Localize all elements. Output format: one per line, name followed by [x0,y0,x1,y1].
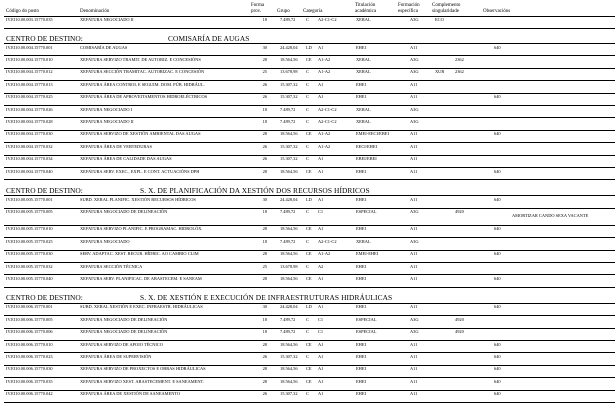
cell-grupo: 7.489,72 [280,329,296,335]
cell-observacions: 640 [494,94,501,100]
cell-category-group: A1 [318,378,324,384]
cell-complemento-value: 4920 [455,329,464,335]
table-row [0,56,615,67]
cell-observacions: 640 [494,226,501,232]
cell-formacion: A11 [410,366,418,372]
cell-category-group: A1 [318,391,324,397]
table-row [0,93,615,104]
table-row [0,316,615,327]
cell-observacions: 640 [494,275,501,281]
cell-titulacion: EECI/EHEI [356,143,377,149]
cell-formacion: A11 [410,196,418,202]
cell-category-group: A1 [318,304,324,310]
cell-name: SERV. ADAPTAC. XEST. RECUR. HÍDRIC. AO CAMBIO CLIM [80,251,199,257]
cell-titulacion: EHE1 [356,94,367,100]
cell-grupo: 18.564,56 [280,251,298,257]
table-row [0,81,615,92]
cell-formacion: A3G [410,17,419,22]
cell-category: CE [306,131,312,137]
cell-observacions: AMORTIZAR CANDO SEXA VACANTE [512,213,589,219]
cell-formacion: A11 [410,143,418,149]
cell-formacion: A11 [410,81,418,87]
cell-grupo: 18.564,56 [280,275,298,281]
header-titulacion-2: académica [355,9,377,14]
cell-formacion: A11 [410,156,418,162]
cell-name: XEFATURA NEGOCIADO [80,238,130,244]
cell-code: IV.EI10.00.004.15770.013 [6,81,53,87]
cell-formacion: A11 [410,304,418,310]
cell-name: XEFATURA NEGOCIADO DE DELINEACIÓN [80,209,168,215]
cell-titulacion: EBEI/EBEI [356,156,377,162]
cell-code: IV.EI10.00.004.15770.040 [6,168,53,174]
cell-titulacion: XERAL [356,17,371,22]
cell-titulacion: EMEI-EHEI [356,251,379,257]
section-label: CENTRO DE DESTINO: [6,293,83,303]
section-header [0,291,615,303]
cell-forma: 28 [262,226,267,232]
cell-category-group: A1-A2 [318,131,331,137]
cell-titulacion: ESPECIAL [356,316,377,322]
row-divider [4,402,615,403]
cell-forma: 28 [262,251,267,257]
section-label: CENTRO DE DESTINO: [6,33,83,43]
cell-category: C [306,263,309,269]
cell-category: C [306,17,309,22]
cell-category: LD [306,44,312,50]
cell-category: C [306,353,309,359]
cell-name: XEFATURA ÁREA DE SUPERVISIÓN [80,353,152,359]
cell-observacions: 640 [494,168,501,174]
cell-formacion: A3G [410,329,419,335]
cell-code: IV.EI10.00.006.15770.030 [6,366,53,372]
cell-grupo: 15.307,32 [280,156,298,162]
cell-category-group: A2-C1-C2 [318,17,337,22]
cell-observacions: 640 [494,341,501,347]
cell-category-group: A1 [318,366,324,372]
cell-observacions: 640 [494,131,501,137]
table-row [0,378,615,389]
cell-category-group: A1 [318,196,324,202]
header-observacions: Observacións [483,9,511,14]
cell-code: IV.EI10.00.004.15770.032 [6,143,53,149]
cell-code: IV.EI10.00.006.15770.005 [6,316,53,322]
section-title: COMISARÍA DE AUGAS [168,33,250,43]
cell-forma: 18 [262,17,267,22]
cell-complemento: ECO [435,17,444,22]
cell-code: IV.EI10.00.005.15770.005 [6,209,53,215]
cell-category: C [306,316,309,322]
cell-forma: 30 [262,44,267,50]
cell-grupo: 7.489,72 [280,17,296,22]
table-row [0,365,615,376]
cell-forma: 28 [262,378,267,384]
cell-formacion: A3G [410,118,419,124]
cell-category-group: C1 [318,209,324,215]
cell-grupo: 7.489,72 [280,209,296,215]
cell-formacion: A11 [410,353,418,359]
cell-observacions: 640 [494,391,501,397]
cell-titulacion: EHEI [356,353,366,359]
table-row [0,303,615,314]
cell-category: LD [306,304,312,310]
cell-observacions: 640 [494,304,501,310]
cell-code: IV.EI10.00.005.15770.030 [6,251,53,257]
cell-grupo: 7.489,72 [280,106,296,112]
cell-category-group: A1 [318,44,324,50]
cell-observacions: 640 [494,251,501,257]
cell-category-group: A2-C1-C2 [318,106,337,112]
cell-forma: 28 [262,341,267,347]
header-forma-1: Forma [251,3,265,8]
cell-code: IV.EI10.00.003.15770.035 [6,17,53,22]
cell-formacion: A3G [410,209,419,215]
cell-code: IV.EI10.00.006.15770.001 [6,304,53,310]
cell-category: C [306,81,309,87]
cell-formacion: A11 [410,131,418,137]
cell-code: IV.EI10.00.005.15770.001 [6,196,53,202]
cell-forma: 30 [262,196,267,202]
cell-category: CE [306,366,312,372]
cell-grupo: 24.428,04 [280,196,298,202]
cell-name: XEFATURA SERV. EXEC., EXPL. E CONT. ACTUACIÓNS DPH [80,168,200,174]
cell-titulacion: EHEI [356,391,366,397]
table-row [0,155,615,166]
table-row [0,263,615,274]
cell-category: C [306,209,309,215]
cell-grupo: 24.428,04 [280,304,298,310]
header-denominacion: Denominación [80,9,110,14]
cell-name: XEFATURA ÁREA CONTROL E SEGUIM. DOM. PÚB. HIDRÁUL. [80,81,205,87]
cell-titulacion: EHEI [356,378,366,384]
cell-category-group: A1 [318,341,324,347]
table-row [0,143,615,154]
cell-category: C [306,391,309,397]
cell-formacion: A11 [410,275,418,281]
cell-name: XEFATURA SERVIZO DE PROXECTOS E OBRAS HIDRÁULICAS [80,366,206,372]
cell-name: XEFATURA SECCIÓN TÉCNICA [80,263,143,269]
cell-titulacion: EHE1 [356,168,367,174]
cell-observacions: 640 [494,353,501,359]
cell-formacion: A11 [410,378,418,384]
cell-code: IV.EI10.00.004.15770.010 [6,56,53,62]
cell-forma: 26 [262,143,267,149]
cell-code: IV.EI10.00.005.15770.040 [6,275,53,281]
section-title: S. X. DE XESTIÓN E EXECUCIÓN DE INFRAESTRUTURAS HIDRÁULICAS [140,293,393,303]
cell-category-group: C1 [318,329,324,335]
cell-grupo: 18.564,56 [280,378,298,384]
cell-code: IV.EI10.00.005.15770.025 [6,238,53,244]
header-categoria: Categoría [303,9,323,14]
cell-code: IV.EI10.00.006.15770.010 [6,341,53,347]
cell-complemento-value: 2362 [455,69,464,75]
cell-titulacion: XERAL [356,238,371,244]
cell-category-group: A1 [318,81,324,87]
cell-formacion: A3G [410,238,419,244]
cell-formacion: A3G [410,316,419,322]
cell-name: XEFATURA NEGOCIADO DE DELINEACIÓN [80,316,168,322]
cell-grupo: 15.307,32 [280,94,298,100]
cell-grupo: 18.564,56 [280,168,298,174]
cell-forma: 18 [262,329,267,335]
section-label: CENTRO DE DESTINO: [6,185,83,195]
cell-forma: 18 [262,238,267,244]
cell-name: SUBD. XERAL XESTIÓN E EXEC. INFRAESTR. HIDRÁULICAS [80,304,203,310]
cell-titulacion: EHEI [356,341,366,347]
table-row [0,196,615,207]
cell-titulacion: EHE1 [356,44,367,50]
cell-titulacion: EHE1 [356,81,367,87]
table-row [0,341,615,352]
cell-code: IV.EI10.00.004.15770.001 [6,44,53,50]
cell-category: C [306,118,309,124]
header-codigo: Código do posto [6,9,40,14]
cell-grupo: 15.307,32 [280,143,298,149]
cell-grupo: 18.564,56 [280,341,298,347]
header-forma-2: prov. [251,9,262,14]
cell-forma: 18 [262,209,267,215]
row-divider [4,287,615,288]
cell-code: IV.EI10.00.004.15770.028 [6,118,53,124]
table-row [0,68,615,79]
cell-category: CE [306,341,312,347]
cell-observacions: 640 [494,196,501,202]
cell-forma: 18 [262,106,267,112]
cell-name: XEFATURA SERVIZO DE XESTIÓN AMBIENTAL DAS AUGAS [80,131,201,137]
cell-titulacion: ESPECIAL [356,209,377,215]
cell-category-group: A2-C1-C2 [318,118,337,124]
cell-category-group: A1 [318,226,324,232]
cell-category: C [306,238,309,244]
cell-category: CE [306,275,312,281]
cell-name: SUBD. XERAL PLANIFIC. XESTIÓN RECURSOS HÍDRICOS [80,196,196,202]
cell-code: IV.EI10.00.004.15770.012 [6,69,53,75]
cell-forma: 26 [262,156,267,162]
cell-category-group: A2 [318,263,324,269]
cell-grupo: 18.564,56 [280,226,298,232]
cell-complemento-value: 4920 [455,209,464,215]
cell-name: XEFATURA SERVIZO PLANIFIC. E PROGRAMAC. HIDROLÓX. [80,226,203,232]
cell-forma: 28 [262,56,267,62]
cell-code: IV.EI10.00.006.15770.035 [6,378,53,384]
cell-category-group: A1-A2 [318,143,331,149]
header-formacion-2: específica [398,9,418,14]
cell-grupo: 13.678,98 [280,263,298,269]
cell-name: XEFATURA NEGOCIADO II [80,17,134,22]
cell-grupo: 18.564,56 [280,56,298,62]
cell-titulacion: XERAL [356,56,371,62]
cell-category: LD [306,196,312,202]
cell-complemento: XUR [435,69,445,75]
cell-formacion: A11 [410,341,418,347]
cell-forma: 25 [262,69,267,75]
cell-name: XEFATURA SERVIZO XEST. ABASTECEMENT. E SANEAMENT. [80,378,204,384]
cell-observacions: 640 [494,378,501,384]
cell-titulacion: EHEI [356,366,366,372]
cell-forma: 26 [262,391,267,397]
cell-code: IV.EI10.00.006.15770.023 [6,353,53,359]
cell-category-group: A1 [318,168,324,174]
cell-formacion: A11 [410,226,418,232]
cell-forma: 26 [262,81,267,87]
cell-titulacion: XERAL [356,118,371,124]
cell-category: C [306,329,309,335]
cell-category: C [306,156,309,162]
cell-forma: 25 [262,263,267,269]
table-row [0,390,615,401]
table-row [0,238,615,249]
cell-category-group: A1 [318,353,324,359]
cell-grupo: 15.307,32 [280,391,298,397]
cell-code: IV.EI10.00.006.15770.042 [6,391,53,397]
cell-code: IV.EI10.00.004.15770.025 [6,94,53,100]
cell-forma: 28 [262,275,267,281]
cell-forma: 28 [262,168,267,174]
cell-name: COMISARÍA DE AUGAS [80,44,128,50]
cell-name: XEFATURA SERVIZO TRAMIT. DE AUTORIZ. E CONCESIÓNS [80,56,201,62]
table-row [0,118,615,129]
cell-category: C [306,143,309,149]
cell-category: C [306,69,309,75]
table-row [0,328,615,339]
cell-forma: 28 [262,366,267,372]
cell-name: XEFATURA NEGOCIADO I [80,106,133,112]
table-row [0,168,615,179]
cell-grupo: 7.489,72 [280,316,296,322]
section-header [0,184,615,196]
table-row [0,225,615,236]
cell-code: IV.EI10.00.004.15770.030 [6,131,53,137]
cell-category: CE [306,226,312,232]
cell-forma: 18 [262,118,267,124]
cell-category-group: C1 [318,316,324,322]
cell-name: XEFATURA ÁREA DE CALIDADE DAS AUGAS [80,156,172,162]
cell-category-group: A1-A2 [318,56,331,62]
cell-formacion: A11 [410,168,418,174]
cell-category: CE [306,251,312,257]
table-row [0,275,615,286]
cell-titulacion: EHEI [356,263,366,269]
cell-formacion: A3G [410,106,419,112]
table-row [0,130,615,141]
cell-observacions: 640 [494,366,501,372]
header-formacion-1: Formación [398,3,420,8]
cell-name: XEFATURA ÁREA DE APROVEITAMENTOS HIDROELÉCTRICOS [80,94,208,100]
cell-category: CE [306,378,312,384]
cell-category: CE [306,168,312,174]
cell-grupo: 13.678,98 [280,69,298,75]
cell-grupo: 15.307,32 [280,353,298,359]
cell-titulacion: EHE1 [356,304,367,310]
row-divider [4,28,615,29]
cell-category: C [306,106,309,112]
cell-name: XEFATURA SERVIZO DE APOIO TÉCNICO [80,341,163,347]
cell-titulacion: XERAL [356,69,371,75]
cell-grupo: 18.564,56 [280,366,298,372]
cell-code: IV.EI10.00.006.15770.006 [6,329,53,335]
cell-titulacion: EHE1 [356,196,367,202]
cell-grupo: 24.428,04 [280,44,298,50]
cell-code: IV.EI10.00.004.15770.034 [6,156,53,162]
row-divider [4,179,615,180]
cell-category: CE [306,56,312,62]
cell-titulacion: EHEI [356,275,366,281]
cell-name: XEFATURA SERV. PLANIFICAC. DE ABASTECEM. E SANEAM [80,275,202,281]
table-row [0,353,615,364]
cell-grupo: 7.489,72 [280,118,296,124]
cell-category-group: A1 [318,275,324,281]
header-titulacion-1: Titulación [355,3,376,8]
cell-observacions: 640 [494,44,501,50]
header-grupo: Grupo [277,9,290,14]
cell-formacion: A11 [410,263,418,269]
table-row [0,44,615,55]
cell-titulacion: EHE1 [356,226,367,232]
cell-titulacion: XERAL [356,106,371,112]
cell-formacion: A11 [410,44,418,50]
cell-complemento-value: 4920 [455,316,464,322]
cell-code: IV.EI10.00.004.15770.026 [6,106,53,112]
table-row [0,16,615,27]
table-row [0,250,615,261]
table-row [0,208,615,219]
table-row [0,106,615,117]
cell-formacion: A11 [410,251,418,257]
cell-titulacion: ESPECIAL [356,329,377,335]
cell-formacion: A3G [410,69,419,75]
cell-grupo: 15.307,32 [280,81,298,87]
cell-category-group: A2-C1-C2 [318,238,337,244]
cell-forma: 26 [262,94,267,100]
cell-code: IV.EI10.00.005.15770.010 [6,226,53,232]
cell-forma: 18 [262,316,267,322]
section-header [0,32,615,44]
cell-code: IV.EI10.00.005.15770.032 [6,263,53,269]
cell-forma: 26 [262,353,267,359]
cell-grupo: 7.489,72 [280,238,296,244]
cell-name: XEFATURA ÁREA DE VERTEDURAS [80,143,152,149]
cell-formacion: A3G [410,56,419,62]
cell-category-group: A1-A2 [318,251,331,257]
cell-category: C [306,94,309,100]
cell-grupo: 18.564,56 [280,131,298,137]
cell-forma: 30 [262,304,267,310]
header-complemento-2: singularidade [432,9,459,14]
cell-titulacion: EMEI-EECI/EBEI [356,131,389,137]
cell-category-group: A1 [318,156,324,162]
cell-name: XEFATURA ÁREA DE XESTIÓN DE SANEAMENTO [80,391,181,397]
cell-formacion: A11 [410,94,418,100]
cell-category-group: A1 [318,94,324,100]
header-complemento-1: Complemento [432,3,461,8]
cell-formacion: A11 [410,391,418,397]
cell-category-group: A1-A2 [318,69,331,75]
cell-name: XEFATURA NEGOCIADO II [80,118,134,124]
cell-name: XEFATURA NEGOCIADO DE DELINEACIÓN [80,329,168,335]
cell-complemento-value: 2362 [455,56,464,62]
cell-name: XEFATURA SECCIÓN TRAMITAC. AUTORIZAC. E CONCESIÓN [80,69,205,75]
cell-forma: 28 [262,131,267,137]
section-title: S. X. DE PLANIFICACIÓN DA XESTIÓN DOS RECURSOS HÍDRICOS [140,185,370,195]
